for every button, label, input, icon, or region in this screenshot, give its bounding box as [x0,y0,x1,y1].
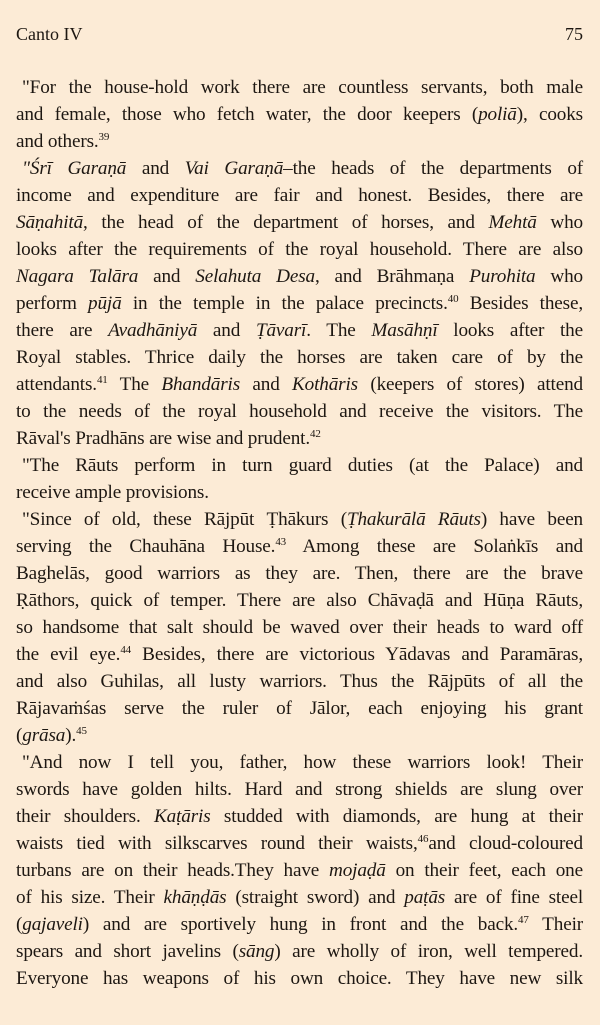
text-span: waists tied with silkscarves round their waists, [16,833,418,854]
text-line [16,479,583,506]
text-line [16,506,583,533]
text-span: on their feet, each one [385,860,583,881]
text-span: spears and short javelins ( [16,941,239,962]
text-span: of his size. Their [16,887,164,908]
italic-term: poliā [478,104,517,125]
text-span: serving the Chauhāna House. [16,536,276,557]
text-line [16,182,583,209]
text-line [16,425,583,452]
italic-term: Ṭāvarī [255,320,307,341]
text-span: there are [16,320,109,341]
text-span: –the heads of the departments of [283,158,583,179]
text-line [16,965,583,992]
text-span: income and expenditure are fair and honest. Besides, there are [16,185,583,206]
text-line [16,668,583,695]
text-line [16,344,583,371]
italic-term: Kothāris [292,374,358,395]
text-span: so handsome that salt should be waved over their heads to ward off [16,617,583,638]
text-line [16,830,583,857]
text-line [16,803,583,830]
footnote-ref: 46 [417,833,429,845]
text-line [16,533,583,560]
italic-term: pūjā [88,293,122,314]
italic-term: Masāhṇī [371,320,438,341]
footnote-ref: 44 [120,644,132,656]
footnote-ref: 39 [98,131,110,143]
text-span: , the head of the department of horses, and [83,212,489,233]
text-span: ( [16,914,23,935]
text-line [16,74,583,101]
text-span: turbans are on their heads.They have [16,860,330,881]
italic-term: mojaḍā [329,860,386,881]
footnote-ref: 41 [96,374,108,386]
text-line [16,209,583,236]
text-span: Ṛāthors, quick of temper. There are also Chāvaḍā and Hūṇa Rāuts, [16,590,583,611]
text-line [16,236,583,263]
text-span: the evil eye. [16,644,121,665]
text-span: . The [306,320,372,341]
text-span: "And now I tell you, father, how these warriors look! Their [22,752,583,773]
text-span: Rāval's Pradhāns are wise and prudent. [16,428,311,449]
italic-term: Selahuta Desa [195,266,315,287]
text-line [16,290,583,317]
text-span: Besides, there are victorious Yādavas and Paramāras, [131,644,583,665]
italic-term: khāṇḍās [163,887,227,908]
text-span: , and Brāhmaṇa [314,266,470,287]
text-line [16,695,583,722]
footnote-ref: 42 [310,428,321,440]
text-span: looks after the [437,320,583,341]
text-span: in the temple in the palace precincts. [121,293,448,314]
text-line [16,722,583,749]
body-text [16,74,583,992]
italic-term: Nagara Talāra [16,266,139,287]
italic-term: gajaveli [22,914,83,935]
text-span: receive ample provisions. [16,482,209,503]
text-span: ) are wholly of iron, well tempered. [274,941,583,962]
text-line [16,371,583,398]
text-span: attendants. [16,374,97,395]
text-line [16,857,583,884]
text-line [16,398,583,425]
italic-term: paṭās [404,887,446,908]
text-span: ) and are sportively hung in front and the back. [82,914,519,935]
text-span: to the needs of the royal household and receive the visitors. The [16,401,583,422]
text-span: ) have been [480,509,584,530]
text-span: Their [528,914,583,935]
italic-term: Avadhāniyā [108,320,198,341]
text-span: Among these are Solaṅkīs and [286,536,583,557]
text-line [16,911,583,938]
text-line [16,155,583,182]
text-span: Everyone has weapons of his own choice. They have new silk [16,968,583,989]
text-span: and others. [16,131,99,152]
italic-term: Kaṭāris [153,806,211,827]
text-span: looks after the requirements of the royal household. There are also [16,239,583,260]
text-line [16,587,583,614]
italic-term: sāng [238,941,275,962]
italic-term: Bhandāris [161,374,241,395]
text-span: and [126,158,185,179]
text-span: their shoulders. [16,806,154,827]
text-span: studded with diamonds, are hung at their [210,806,583,827]
text-line [16,317,583,344]
text-span: and also Guhilas, all lusty warriors. Thus the Rājpūts of all the [16,671,583,692]
text-span: ). [65,725,77,746]
page-header [16,24,583,48]
italic-term: Sāṇahitā [16,212,84,233]
text-span: ), cooks [516,104,583,125]
italic-term: "Śrī Garaṇā [22,158,127,179]
text-span: who [535,266,583,287]
text-span: "Since of old, these Rājpūt Ṭhākurs ( [22,509,347,530]
text-line [16,452,583,479]
text-span: Rājavaṁśas serve the ruler of Jālor, each enjoying his grant [16,698,583,719]
text-line [16,884,583,911]
italic-term: grāsa [22,725,66,746]
text-line [16,101,583,128]
text-line [16,749,583,776]
italic-term: Vai Garaṇā [184,158,284,179]
italic-term: Mehtā [488,212,537,233]
text-span: Royal stables. Thrice daily the horses are taken care of by the [16,347,583,368]
text-line [16,938,583,965]
text-line [16,263,583,290]
page-number: 75 [565,24,583,44]
text-span: (keepers of stores) attend [357,374,583,395]
text-span: and cloud-coloured [428,833,583,854]
text-span: who [536,212,583,233]
footnote-ref: 43 [275,536,287,548]
text-span: are of fine steel [445,887,584,908]
text-span: ( [16,725,23,746]
text-line [16,614,583,641]
footnote-ref: 47 [518,914,529,926]
text-span: (straight sword) and [226,887,405,908]
italic-term: Purohita [469,266,536,287]
text-span: Baghelās, good warriors as they are. Then, there are the brave [16,563,583,584]
text-span: "For the house-hold work there are countless servants, both male [22,77,583,98]
text-span: and [197,320,256,341]
text-span: "The Rāuts perform in turn guard duties (at the Palace) and [22,455,583,476]
text-span: perform [16,293,89,314]
text-span: The [107,374,162,395]
text-line [16,776,583,803]
text-span: and [240,374,292,395]
text-line [16,560,583,587]
footnote-ref: 45 [76,725,87,737]
text-span: swords have golden hilts. Hard and strong shields are slung over [16,779,583,800]
running-title: Canto IV [16,24,83,44]
text-line [16,641,583,668]
text-span: and female, those who fetch water, the door keepers ( [16,104,479,125]
text-span: Besides these, [458,293,584,314]
footnote-ref: 40 [447,293,459,305]
italic-term: Ṭhakurālā Rāuts [346,509,481,530]
text-span: and [138,266,196,287]
text-line [16,128,583,155]
